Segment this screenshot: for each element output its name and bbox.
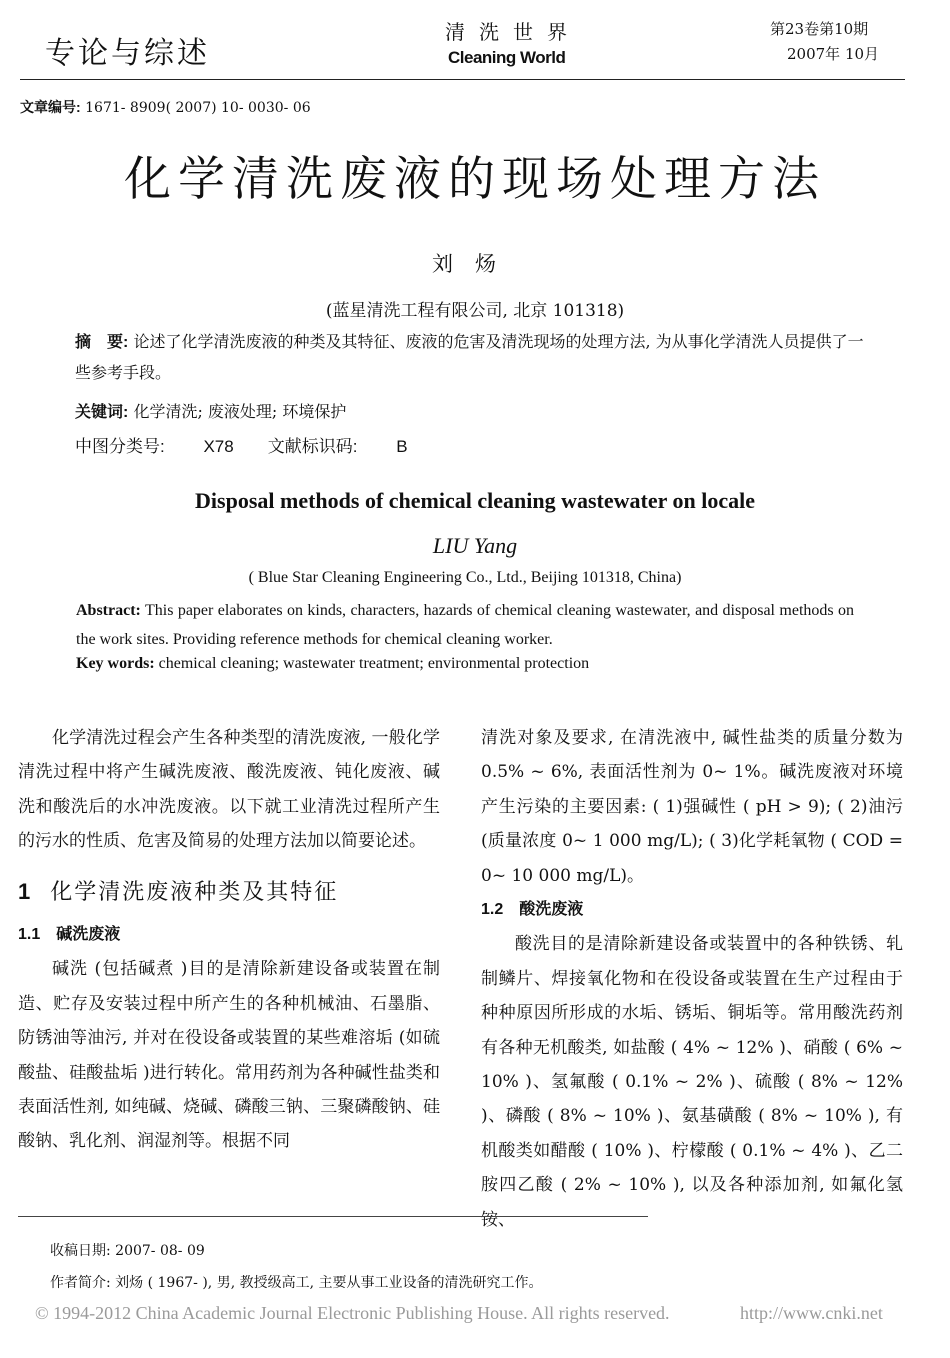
subsection-1-2-heading: 1.2 酸洗废液 <box>481 901 584 919</box>
english-title: Disposal methods of chemical cleaning wastewater on locale <box>195 488 755 513</box>
keywords-text: 化学清洗; 废液处理; 环境保护 <box>133 402 347 421</box>
cnki-link[interactable]: http://www.cnki.net <box>740 1303 883 1323</box>
abstract-text: 论述了化学清洗废液的种类及其特征、废液的危害及清洗现场的处理方法, 为从事化学清洗人员提供了一些参考手段。 <box>75 332 864 382</box>
keywords-cn <box>75 397 865 428</box>
doc-value: B <box>396 437 408 456</box>
author-bio: 作者简介: 刘炀 ( 1967- ), 男, 教授级高工, 主要从事工业设备的清洗研究工作。 <box>50 1275 543 1291</box>
classification-line <box>75 432 865 462</box>
journal-name-cn: 清洗世界 <box>445 20 581 44</box>
affiliation: (蓝星清洗工程有限公司, 北京 101318) <box>325 301 625 321</box>
received-date: 收稿日期: 2007- 08- 09 <box>50 1243 205 1259</box>
doc-label: 文献标识码: <box>267 437 358 456</box>
subsection-1-1-paragraph: 碱洗 (包括碱煮 )目的是清除新建设备或装置在制造、贮存及安装过程中所产生的各种机械油、石墨脂、防锈油等油污, 并对在役设备或装置的某些难溶垢 (如硫酸盐、硅酸盐垢 )进行转化。常用药剂为各种碱性盐类和表面活性剂, 如纯碱、烧碱、磷酸三钠、三聚磷酸钠、硅酸钠、乳化剂、润湿剂等。根据不同 <box>18 959 440 1152</box>
subsection-1-1-heading: 1.1 碱洗废液 <box>18 926 121 944</box>
continued-paragraph: 清洗对象及要求, 在清洗液中, 碱性盐类的质量分数为 0.5% ~ 6%, 表面活性剂为 0~ 1%。碱洗废液对环境产生污染的主要因素: ( 1)强碱性 ( pH > 9); ( 2)油污 (质量浓度 0~ 1 000 mg/L); ( 3)化学耗氧物 ( COD = 0~ 10 000 mg/L)。 <box>481 728 903 886</box>
english-keywords-text: chemical cleaning; wastewater treatment; environmental protection <box>158 655 590 672</box>
doc-code <box>268 437 408 456</box>
abstract-label: 摘 要: <box>75 334 129 351</box>
english-abstract-label: Abstract: <box>76 602 141 619</box>
author: 刘炀 <box>432 252 518 276</box>
english-abstract <box>76 596 854 654</box>
section-1-number: 1 <box>18 878 33 904</box>
english-abstract-text: This paper elaborates on kinds, characters, hazards of chemical cleaning wastewater, and disposal methods on the work sites. Providing reference methods for chemical cleaning worker. <box>76 602 854 648</box>
intro-paragraph: 化学清洗过程会产生各种类型的清洗废液, 一般化学清洗过程中将产生碱洗废液、酸洗废液、钝化废液、碱洗和酸洗后的水冲洗废液。以下就工业清洗过程所产生的污水的性质、危害及简易的处理方法加以简要论述。 <box>18 728 440 852</box>
section-1-heading <box>18 875 440 910</box>
english-keywords-label: Key words: <box>76 655 155 672</box>
section-label: 专论与综述 <box>45 36 210 71</box>
clc-value: X78 <box>203 437 234 456</box>
clc-number <box>75 437 234 456</box>
abstract-cn <box>75 327 865 388</box>
journal-name-en: Cleaning World <box>448 48 566 67</box>
copyright-notice: © 1994-2012 China Academic Journal Electronic Publishing House. All rights reserved. <box>35 1303 670 1323</box>
english-keywords <box>76 655 854 673</box>
subsection-1-2-paragraph: 酸洗目的是清除新建设备或装置中的各种铁锈、轧制鳞片、焊接氧化物和在役设备或装置在生产过程由于种种原因所形成的水垢、锈垢、铜垢等。常用酸洗药剂有各种无机酸类, 如盐酸 ( 4% ~ 12% )、硝酸 ( 6% ~ 10% )、氢氟酸 ( 0.1% ~ 2% )、硫酸 ( 8% ~ 12% )、磷酸 ( 8% ~ 10% )、氨基磺酸 ( 8% ~ 10% ), 有机酸类如醋酸 ( 10% )、柠檬酸 ( 0.1% ~ 4% )、乙二胺四乙酸 ( 2% ~ 10% ), 以及各种添加剂, 如氟化氢铵、 <box>481 934 903 1230</box>
section-1-title: 化学清洗废液种类及其特征 <box>50 879 339 905</box>
header-divider <box>20 79 905 80</box>
clc-label: 中图分类号: <box>75 437 165 456</box>
article-number-label: 文章编号: <box>20 99 81 115</box>
paper-title: 化学清洗废液的现场处理方法 <box>124 152 826 207</box>
body-left-column <box>18 721 440 1159</box>
english-author: LIU Yang <box>432 533 518 558</box>
article-number-value: 1671- 8909( 2007) 10- 0030- 06 <box>85 100 311 116</box>
body-right-column <box>481 721 903 1237</box>
keywords-label: 关键词: <box>75 404 129 421</box>
english-affiliation: ( Blue Star Cleaning Engineering Co., Ltd., Beijing 101318, China) <box>248 569 682 586</box>
article-number <box>20 97 311 117</box>
issue-date: 2007年 10月 <box>787 45 880 63</box>
volume-issue: 第23卷第10期 <box>770 20 869 38</box>
footnote-divider <box>18 1216 648 1217</box>
